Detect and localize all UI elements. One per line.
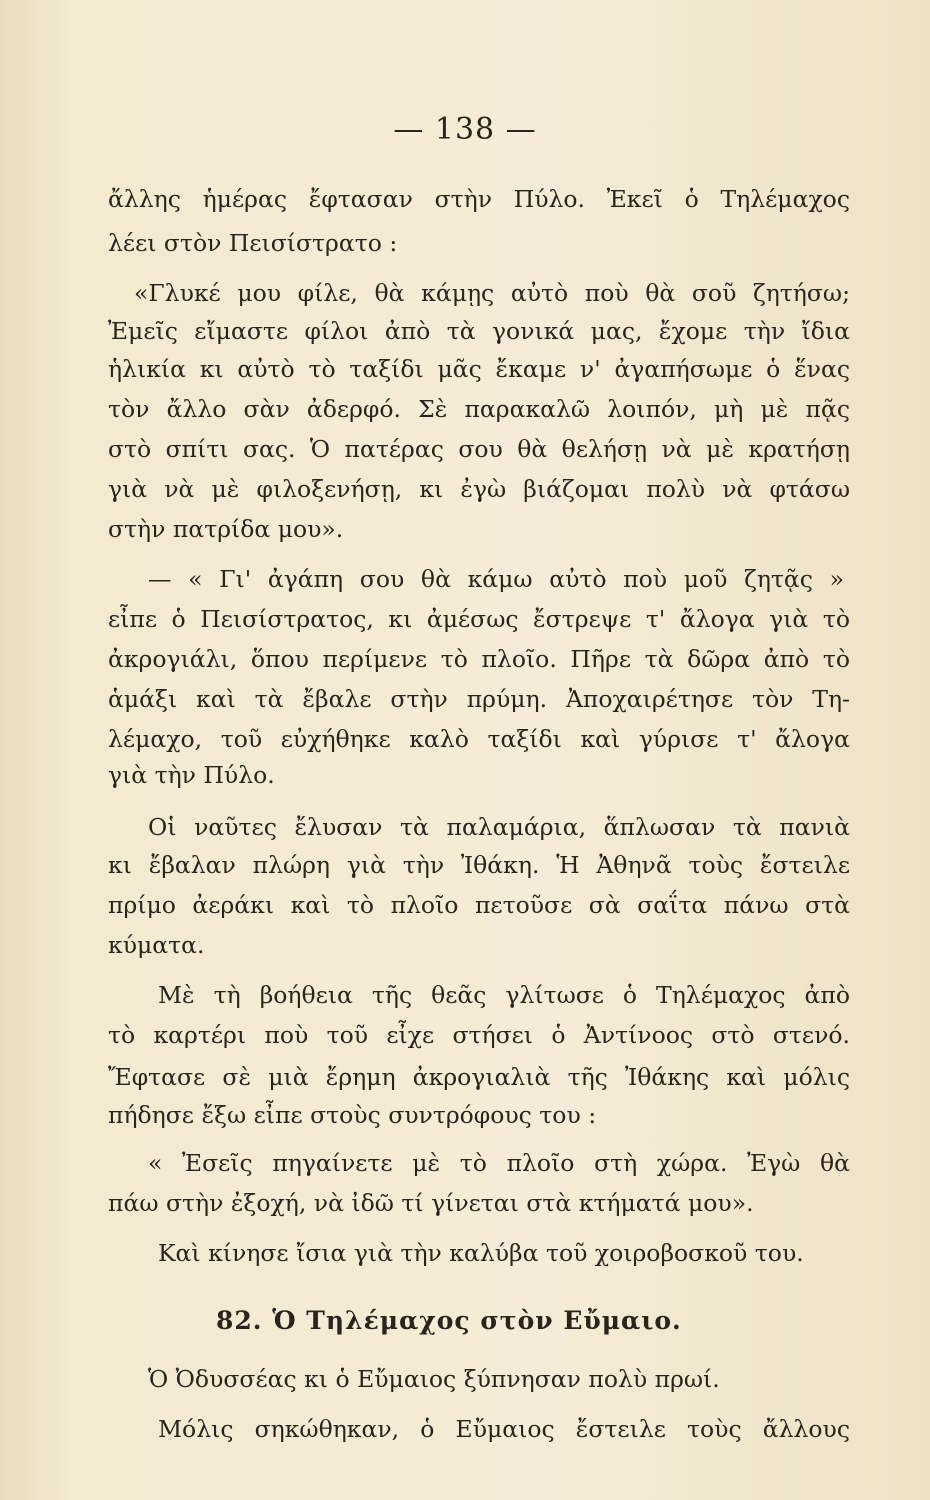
text-line: πήδησε ἔξω εἶπε στοὺς συντρόφους του : [108, 1101, 597, 1129]
text-line: — « Γι' ἀγάπη σου θὰ κάμω αὐτὸ ποὺ μοῦ ζητᾷς » [148, 565, 844, 593]
text-line: γιὰ τὴν Πύλο. [108, 761, 275, 789]
section-heading: 82. Ὁ Τηλέμαχος στὸν Εὔμαιο. [216, 1306, 682, 1335]
text-line: κύματα. [108, 931, 205, 959]
text-line: Ἔφτασε σὲ μιὰ ἔρημη ἀκρογιαλιὰ τῆς Ἰθάκης καὶ μόλις [108, 1063, 850, 1091]
text-line: Ἐμεῖς εἴμαστε φίλοι ἀπὸ τὰ γονικά μας, ἔχομε τὴν ἴδια [108, 317, 850, 345]
text-line: στὴν πατρίδα μου». [108, 515, 344, 543]
text-line: λέμαχο, τοῦ εὐχήθηκε καλὸ ταξίδι καὶ γύρισε τ' ἄλογα [108, 725, 850, 753]
text-line: ἀκρογιάλι, ὅπου περίμενε τὸ πλοῖο. Πῆρε τὰ δῶρα ἀπὸ τὸ [108, 645, 850, 673]
text-line: Οἱ ναῦτες ἔλυσαν τὰ παλαμάρια, ἅπλωσαν τὰ πανιὰ [148, 813, 850, 841]
text-line: Μόλις σηκώθηκαν, ὁ Εὔμαιος ἔστειλε τοὺς ἄλλους [158, 1415, 850, 1443]
text-line: κι ἔβαλαν πλώρη γιὰ τὴν Ἰθάκη. Ἡ Ἀθηνᾶ τοὺς ἔστειλε [108, 851, 850, 879]
text-line: γιὰ νὰ μὲ φιλοξενήσῃ, κι ἐγὼ βιάζομαι πολὺ νὰ φτάσω [108, 475, 850, 503]
text-line: ἡλικία κι αὐτὸ τὸ ταξίδι μᾶς ἔκαμε ν' ἀγαπήσωμε ὁ ἕνας [108, 355, 850, 383]
text-line: ἁμάξι καὶ τὰ ἔβαλε στὴν πρύμη. Ἀποχαιρέτησε τὸν Τη- [108, 685, 850, 713]
text-line: λέει στὸν Πεισίστρατο : [108, 229, 398, 257]
text-line: τὸν ἄλλο σὰν ἀδερφό. Σὲ παρακαλῶ λοιπόν, μὴ μὲ πᾷς [108, 395, 850, 423]
page-number: — 138 — [393, 112, 537, 147]
text-line: πάω στὴν ἐξοχή, νὰ ἰδῶ τί γίνεται στὰ κτήματά μου». [108, 1189, 754, 1217]
text-line: «Γλυκέ μου φίλε, θὰ κάμῃς αὐτὸ ποὺ θὰ σοῦ ζητήσω; [134, 279, 850, 307]
text-line: « Ἐσεῖς πηγαίνετε μὲ τὸ πλοῖο στὴ χώρα. Ἐγὼ θὰ [148, 1149, 850, 1177]
text-line: Μὲ τὴ βοήθεια τῆς θεᾶς γλίτωσε ὁ Τηλέμαχος ἀπὸ [158, 981, 850, 1009]
text-line: στὸ σπίτι σας. Ὁ πατέρας σου θὰ θελήσῃ νὰ μὲ κρατήσῃ [108, 435, 850, 463]
text-line: ἄλλης ἡμέρας ἔφτασαν στὴν Πύλο. Ἐκεῖ ὁ Τηλέμαχος [108, 185, 850, 213]
text-line: τὸ καρτέρι ποὺ τοῦ εἶχε στήσει ὁ Ἀντίνοος στὸ στενό. [108, 1021, 850, 1049]
text-line: Καὶ κίνησε ἴσια γιὰ τὴν καλύβα τοῦ χοιροβοσκοῦ του. [158, 1239, 804, 1267]
text-line: Ὁ Ὀδυσσέας κι ὁ Εὔμαιος ξύπνησαν πολὺ πρωί. [148, 1365, 720, 1393]
text-line: εἶπε ὁ Πεισίστρατος, κι ἀμέσως ἔστρεψε τ' ἄλογα γιὰ τὸ [108, 605, 850, 633]
text-line: πρίμο ἀεράκι καὶ τὸ πλοῖο πετοῦσε σὰ σαΐτα πάνω στὰ [108, 891, 850, 919]
